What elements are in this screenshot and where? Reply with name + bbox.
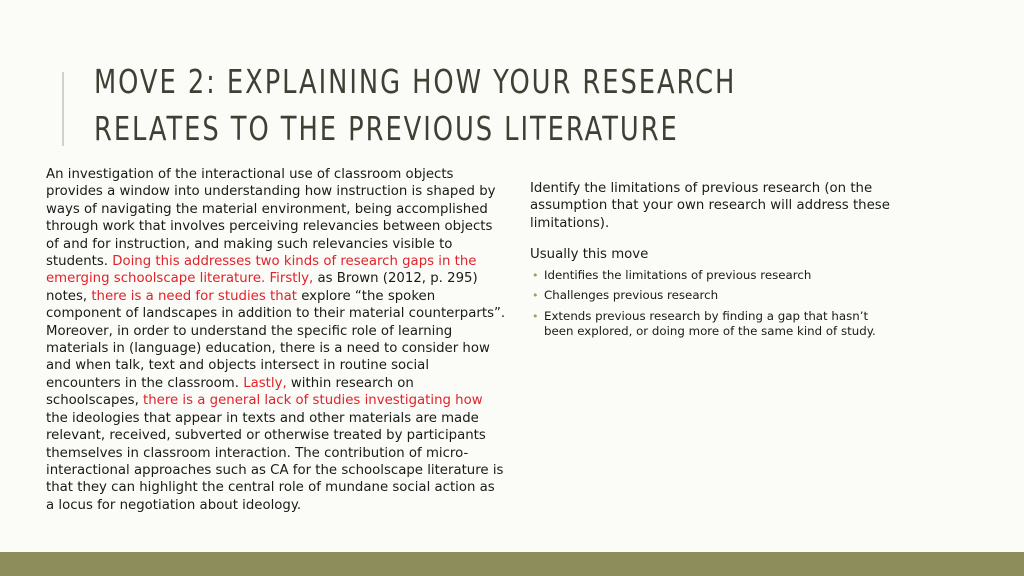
bullet-item xyxy=(530,288,890,304)
bullet-item xyxy=(530,268,890,284)
title-accent-bar xyxy=(62,72,64,146)
bullet-dot-icon: • xyxy=(532,268,539,282)
body-text-4: within research on schoolscapes, xyxy=(46,375,414,409)
bullet-text: Extends previous research by finding a gap that hasn’t been explored, or doing more of the same kind of study. xyxy=(544,308,876,339)
slide-title xyxy=(94,58,780,152)
body-text-3: explore “the spoken component of landscapes in addition to their material counterparts”. Moreover, in order to understand the specific role of learning materials in (language) education, there is a need to consider how and when talk, text and objects intersect in routine social encounters in the classroom. xyxy=(46,288,506,391)
bullet-text: Challenges previous research xyxy=(544,288,719,303)
highlight-text-4: there is a general lack of studies investigating how xyxy=(143,393,483,409)
body-text-1: An investigation of the interactional use of classroom objects provides a window into understanding how instruction is shaped by ways of navigating the material environment, being accomplished through work that involves perceiving relevancies between objects of and for instruction, and making such relevancies visible to students. xyxy=(46,167,496,270)
bullet-item xyxy=(530,309,890,340)
bullet-text: Identifies the limitations of previous research xyxy=(544,267,812,282)
move-bullet-list xyxy=(530,268,890,340)
body-text-2: as Brown (2012, p. 295) notes, xyxy=(46,271,478,304)
left-body-paragraph xyxy=(46,166,506,514)
highlight-text-3: Lastly, xyxy=(243,375,287,391)
bullet-dot-icon: • xyxy=(532,289,539,303)
slide-title-line-2: RELATES TO THE PREVIOUS LITERATURE xyxy=(94,109,679,148)
footer-bar xyxy=(0,552,1024,576)
highlight-text-2: there is a need for studies that xyxy=(91,288,297,304)
body-text-5: the ideologies that appear in texts and other materials are made relevant, received, subverted or otherwise treated by participants themselves in classroom interaction. The contribution of micro-interactional approaches such as CA for the schoolscape literature is that they can highlight the central role of mundane social action as a locus for negotiation about ideology. xyxy=(46,410,504,513)
slide-title-line-1: MOVE 2: EXPLAINING HOW YOUR RESEARCH xyxy=(94,62,737,101)
right-intro-text: Identify the limitations of previous research (on the assumption that your own research will address these limitations). xyxy=(530,181,890,231)
right-column xyxy=(530,180,890,345)
highlight-text-1: Doing this addresses two kinds of research gaps in the emerging schoolscape literature. Firstly, xyxy=(46,254,477,287)
bullet-dot-icon: • xyxy=(532,309,539,323)
right-usually-heading: Usually this move xyxy=(530,247,649,263)
